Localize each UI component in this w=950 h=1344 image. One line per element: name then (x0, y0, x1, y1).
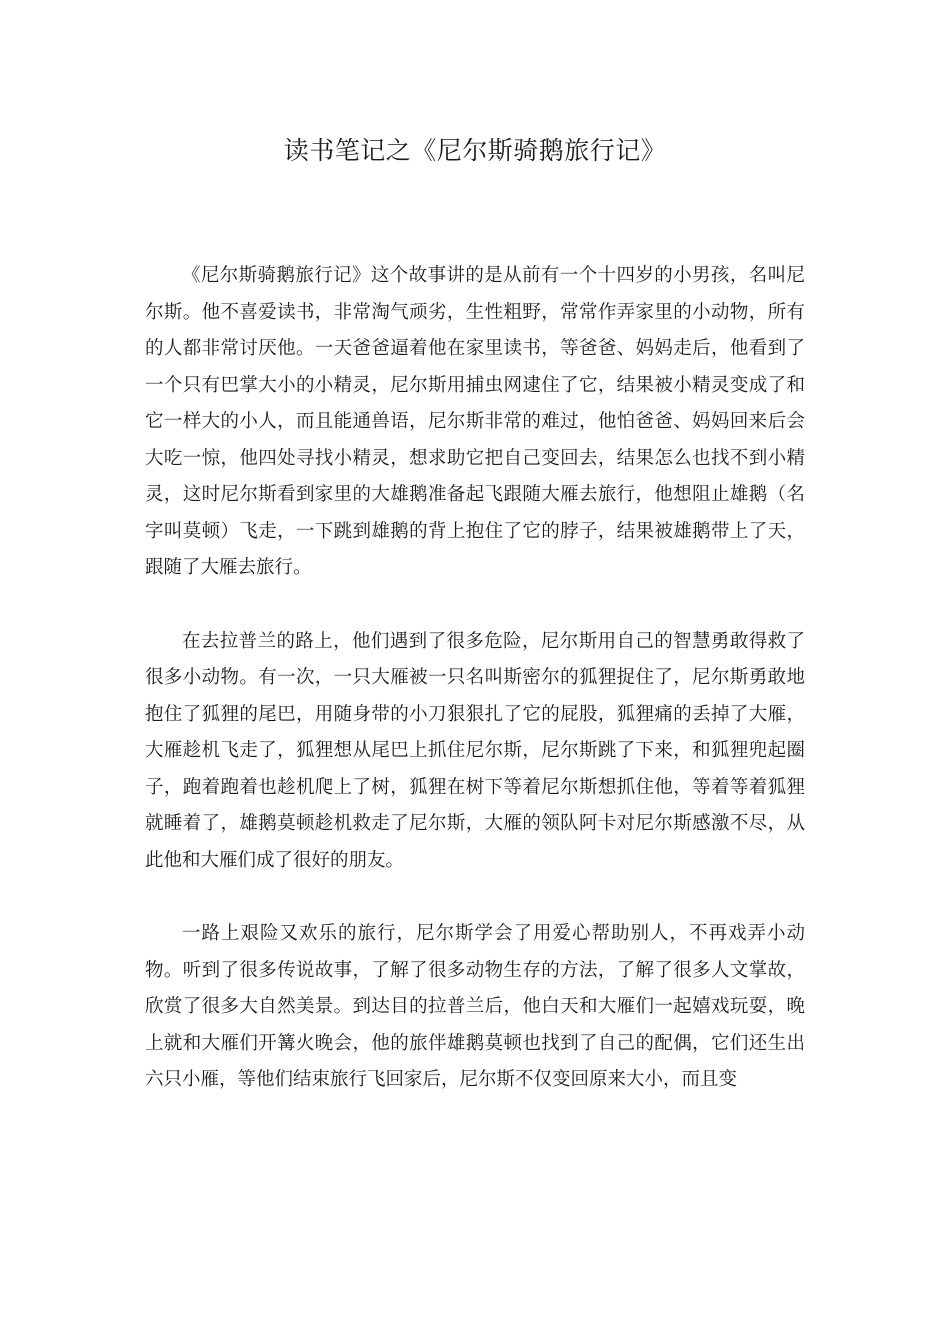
paragraph-3: 一路上艰险又欢乐的旅行，尼尔斯学会了用爱心帮助别人，不再戏弄小动物。听到了很多传说故事，了解了很多动物生存的方法，了解了很多人文掌故，欣赏了很多大自然美景。到达目的拉普兰后，他白天和大雁们一起嬉戏玩耍，晚上就和大雁们开篝火晚会，他的旅伴雄鹅莫顿也找到了自己的配偶，它们还生出六只小雁，等他们结束旅行飞回家后，尼尔斯不仅变回原来大小，而且变 (145, 923, 805, 1090)
document-title: 读书笔记之《尼尔斯骑鹅旅行记》 (283, 136, 667, 165)
document-body (145, 258, 805, 1099)
paragraph-2: 在去拉普兰的路上，他们遇到了很多危险，尼尔斯用自己的智慧勇敢得救了很多小动物。有一次，一只大雁被一只名叫斯密尔的狐狸捉住了，尼尔斯勇敢地抱住了狐狸的尾巴，用随身带的小刀狠狠扎了它的屁股，狐狸痛的丢掉了大雁，大雁趁机飞走了，狐狸想从尾巴上抓住尼尔斯，尼尔斯跳了下来，和狐狸兜起圈子，跑着跑着也趁机爬上了树，狐狸在树下等着尼尔斯想抓住他，等着等着狐狸就睡着了，雄鹅莫顿趁机救走了尼尔斯，大雁的领队阿卡对尼尔斯感激不尽，从此他和大雁们成了很好的朋友。 (145, 630, 805, 871)
paragraph-1: 《尼尔斯骑鹅旅行记》这个故事讲的是从前有一个十四岁的小男孩，名叫尼尔斯。他不喜爱读书，非常淘气顽劣，生性粗野，常常作弄家里的小动物，所有的人都非常讨厌他。一天爸爸逼着他在家里读书，等爸爸、妈妈走后，他看到了一个只有巴掌大小的小精灵，尼尔斯用捕虫网逮住了它，结果被小精灵变成了和它一样大的小人，而且能通兽语，尼尔斯非常的难过，他怕爸爸、妈妈回来后会大吃一惊，他四处寻找小精灵，想求助它把自己变回去，结果怎么也找不到小精灵，这时尼尔斯看到家里的大雄鹅准备起飞跟随大雁去旅行，他想阻止雄鹅（名字叫莫顿）飞走，一下跳到雄鹅的背上抱住了它的脖子，结果被雄鹅带上了天，跟随了大雁去旅行。 (145, 265, 805, 578)
